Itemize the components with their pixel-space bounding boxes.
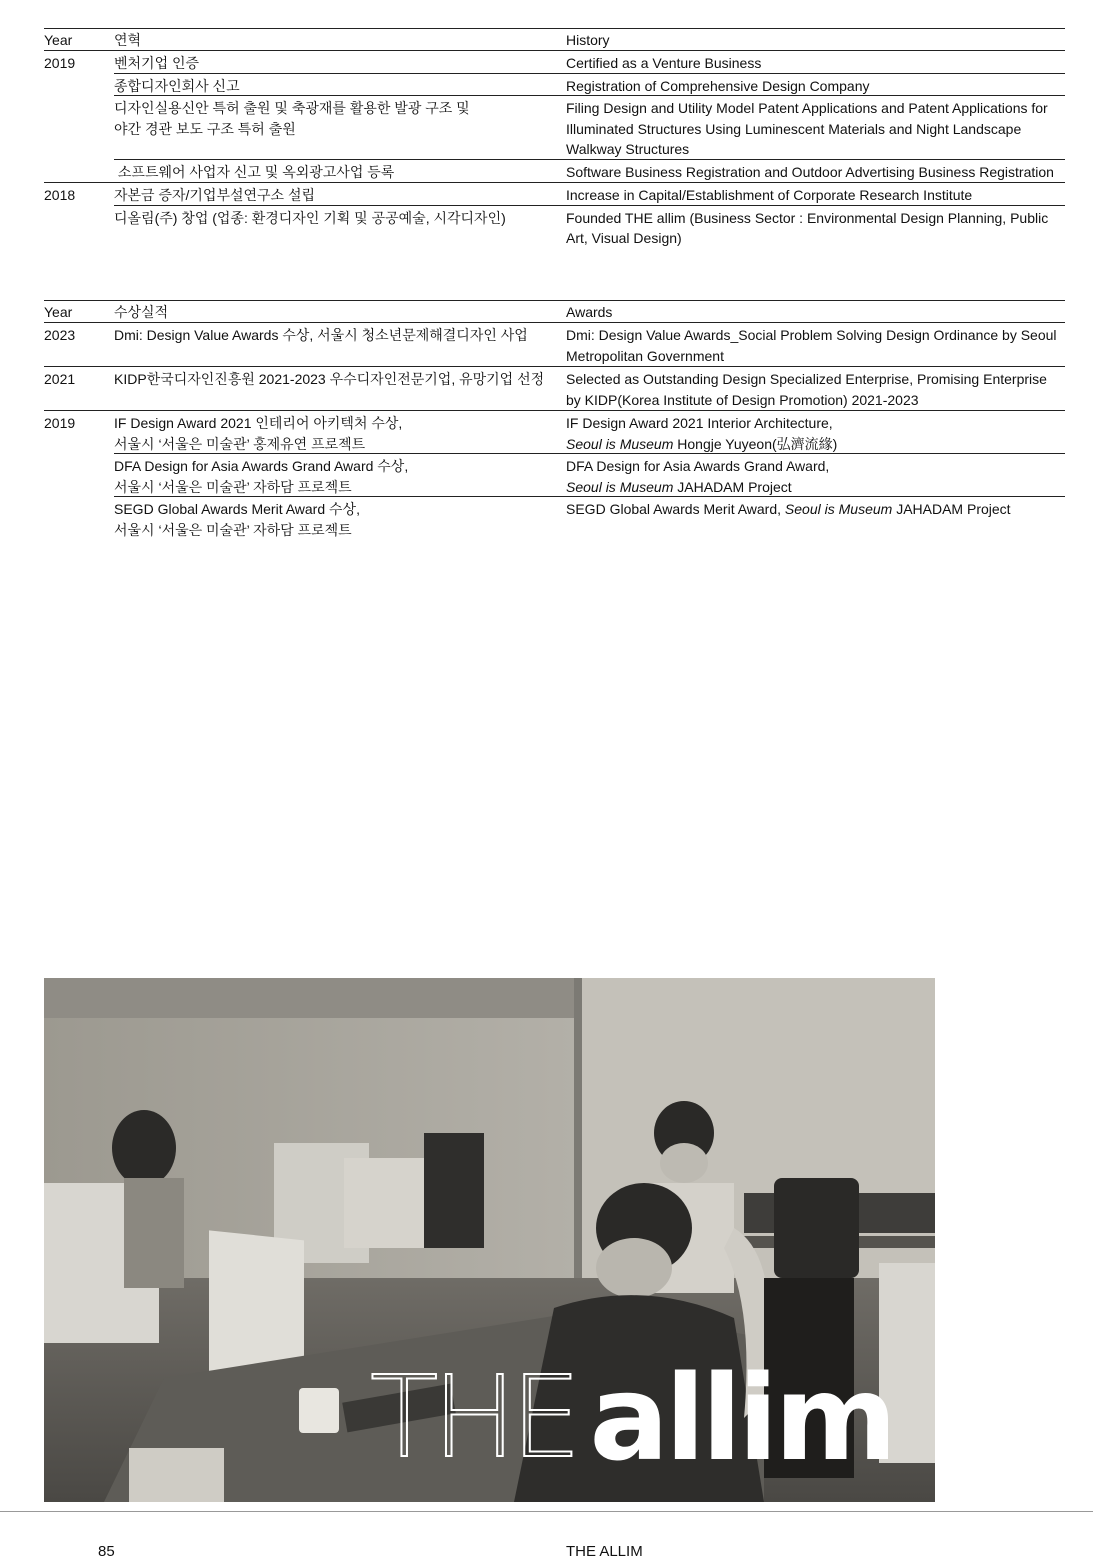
row-year: 2018 [44, 187, 76, 203]
row-en-part: SEGD Global Awards Merit Award, [566, 501, 785, 517]
row-year: 2023 [44, 327, 76, 343]
table-row [44, 74, 1065, 97]
row-ko: IF Design Award 2021 인테리어 아키텍처 수상, 서울시 ‘서울은 미술관’ 홍제유연 프로젝트 [114, 415, 403, 452]
table-row [44, 497, 1065, 540]
history-header [44, 28, 1065, 50]
row-year [44, 162, 114, 183]
row-year: 2019 [44, 55, 76, 71]
row-en-part: JAHADAM Project [673, 478, 792, 495]
logo-allim-text: allim [589, 1349, 894, 1487]
row-ko: 벤처기업 인증 [114, 55, 200, 71]
history-table [44, 28, 1065, 249]
row-en [566, 456, 1065, 497]
row-ko: 소프트웨어 사업자 신고 및 옥외광고사업 등록 [114, 163, 395, 180]
year-header: Year [44, 32, 73, 48]
table-row [44, 410, 1065, 454]
awards-table [44, 300, 1065, 540]
history-en-header: History [566, 32, 610, 48]
row-ko: 디자인실용신안 특허 출원 및 축광재를 활용한 발광 구조 및 야간 경관 보도 구조 특허 출원 [114, 100, 470, 137]
row-en: Filing Design and Utility Model Patent Applications and Patent Applications for Illuminated Structures Using Luminescent Materials and Night Landscape Walkway Structures [566, 100, 1048, 157]
table-row [44, 322, 1065, 366]
row-year [44, 208, 114, 249]
footer-title: THE ALLIM [566, 1543, 643, 1560]
row-en: Software Business Registration and Outdoor Advertising Business Registration [566, 163, 1054, 180]
row-ko: 자본금 증자/기업부설연구소 설립 [114, 187, 316, 203]
row-en-italic: Seoul is Museum [566, 435, 674, 452]
row-ko: KIDP한국디자인진흥원 2021-2023 우수디자인전문기업, 유망기업 선정 [114, 371, 545, 387]
row-en: Certified as a Venture Business [566, 55, 762, 71]
logo-the-text: THE [370, 1353, 576, 1483]
page-number: 85 [98, 1543, 115, 1560]
row-en: Registration of Comprehensive Design Company [566, 77, 870, 94]
row-year: 2019 [44, 415, 76, 431]
row-en-italic: Seoul is Museum [784, 501, 893, 517]
row-en: Increase in Capital/Establishment of Corporate Research Institute [566, 187, 973, 203]
row-year [44, 98, 114, 160]
row-year [44, 456, 114, 497]
row-en-part: JAHADAM Project [892, 501, 1011, 517]
row-en-part: Hongje Yuyeon(弘濟流緣) [673, 435, 838, 452]
row-year: 2021 [44, 371, 76, 387]
history-ko-header: 연혁 [114, 32, 142, 48]
table-row [44, 454, 1065, 497]
row-en-part: DFA Design for Asia Awards Grand Award, [566, 458, 830, 474]
table-row [44, 206, 1065, 249]
awards-en-header: Awards [566, 304, 613, 320]
table-row [44, 50, 1065, 74]
awards-ko-header: 수상실적 [114, 304, 169, 320]
row-year [44, 76, 114, 97]
row-en: Selected as Outstanding Design Specialized Enterprise, Promising Enterprise by KIDP(Korea Institute of Design Promotion) 2021-2023 [566, 371, 1047, 408]
footer-divider [0, 1511, 1093, 1512]
row-en [566, 413, 1065, 454]
row-ko: 디올림(주) 창업 (업종: 환경디자인 기획 및 공공예술, 시각디자인) [114, 209, 506, 226]
table-row [44, 96, 1065, 160]
row-ko: 종합디자인회사 신고 [114, 77, 240, 94]
table-row [44, 366, 1065, 410]
row-en-italic: Seoul is Museum [566, 478, 674, 495]
row-en-part: IF Design Award 2021 Interior Architecture, [566, 415, 833, 431]
row-ko: SEGD Global Awards Merit Award 수상, 서울시 ‘서울은 미술관’ 자하담 프로젝트 [114, 501, 360, 538]
row-year [44, 499, 114, 540]
year-header: Year [44, 304, 73, 320]
row-ko: DFA Design for Asia Awards Grand Award 수상, 서울시 ‘서울은 미술관’ 자하담 프로젝트 [114, 458, 409, 495]
awards-header [44, 300, 1065, 322]
office-photo [44, 978, 935, 1502]
row-en: Dmi: Design Value Awards_Social Problem Solving Design Ordinance by Seoul Metropolitan Government [566, 327, 1057, 364]
table-row [44, 160, 1065, 183]
row-ko: Dmi: Design Value Awards 수상, 서울시 청소년문제해결디자인 사업 [114, 327, 528, 343]
row-en: Founded THE allim (Business Sector : Environmental Design Planning, Public Art, Visual Design) [566, 209, 1049, 246]
table-row [44, 182, 1065, 206]
photo-logo [370, 1349, 894, 1487]
row-en [566, 499, 1065, 540]
